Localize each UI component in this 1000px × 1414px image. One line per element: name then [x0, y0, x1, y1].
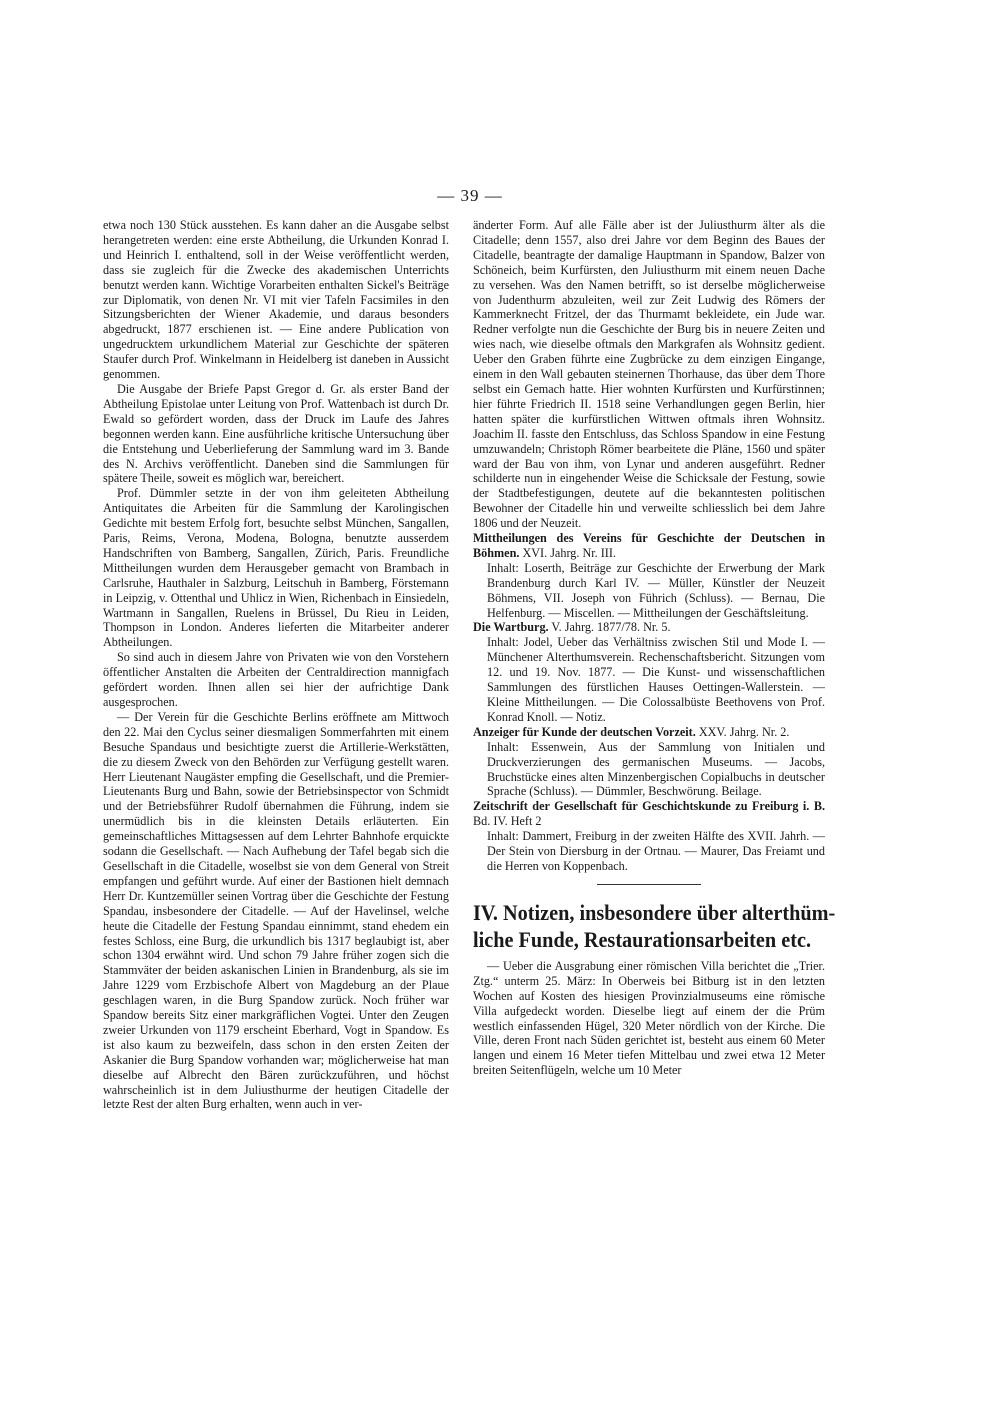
journal-entry: [473, 620, 825, 724]
journal-meta: XVI. Jahrg. Nr. III.: [519, 545, 616, 560]
journal-contents: Inhalt: Loserth, Beiträge zur Geschichte der Erwerbung der Mark Brandenburg durch Karl IV. — Müller, Künstler der Neuzeit Böhmens, VII. Joseph von Führich (Schluss). — Bernau, Die Helfenburg. — Miscellen. — Mittheilungen der Geschäftsleitung.: [487, 560, 825, 620]
journal-meta: XXV. Jahrg. Nr. 2.: [695, 724, 790, 739]
left-column: [103, 218, 449, 1112]
journal-entry: [473, 531, 825, 620]
journal-title: Die Wartburg.: [473, 620, 549, 635]
journal-meta: Bd. IV. Heft 2: [473, 814, 542, 829]
journal-title: Mittheilungen des Vereins für Geschichte der Deutschen in Böhmen.: [473, 531, 825, 560]
paragraph: Die Ausgabe der Briefe Papst Gregor d. Gr. als erster Band der Abtheilung Epistolae unter Leitung von Prof. Wattenbach ist durch Dr. Ewald so gefördert worden, dass der Druck im Laufe des Jahres begonnen werden kann. Eine ausführliche kritische Untersuchung über die Entstehung und Ueberlieferung der Sammlung ward im 3. Bande des N. Archivs veröffentlicht. Daneben sind die Sammlungen für spätere Theile, soweit es möglich war, bereichert.: [103, 381, 449, 486]
journal-contents: Inhalt: Jodel, Ueber das Verhältniss zwischen Stil und Mode I. — Münchener Alterthumsverein. Rechenschaftsbericht. Sitzungen vom 12. und 19. Nov. 1877. — Die Kunst- und wissenschaftlichen Sammlungen des fürstlichen Hauses Oettingen-Wallerstein. — Kleine Mittheilungen. — Die Colossalbüste Beethovens von Prof. Konrad Knoll. — Notiz.: [487, 635, 825, 724]
right-column: [473, 218, 836, 1078]
paragraph-continuation: änderter Form. Auf alle Fälle aber ist der Juliusthurm älter als die Citadelle; denn 1557, also drei Jahre vor dem Beginn des Baues der Citadelle, beantragte der damalige Hauptmann in Spandow, Balzer von Schöneich, beim Kurfürsten, den Juliusthurm mit einem neuen Dache zu versehen. Was den Namen betrifft, so ist derselbe möglicherweise von Judenthurm abzuleiten, weil zur Zeit Ludwig des Römers der Kammerknecht Fritzel, der das Thurmamt bekleidete, ein Jude war. Redner verfolgte nun die Geschichte der Burg bis in neuere Zeiten und wies nach, wie dieselbe oftmals den Markgrafen als Wohnsitz gedient. Ueber den Graben führte eine Zugbrücke zu dem einzigen Eingange, einem in den Wall gebauten steinernen Thorhause, das über dem Thore selbst ein Gemach hatte. Hier wohnten Kurfürsten und Kurfürstinnen; hier führte Friedrich II. 1518 seine Verhandlungen gegen Berlin, hier hatten später die kurfürstlichen Wittwen oftmals ihren Wohnsitz. Joachim II. fasste den Entschluss, das Schloss Spandow in eine Festung umzuwandeln; Christoph Römer bearbeitete die Pläne, 1560 und später ward der Bau von ihm, von Lynar und anderen ausgeführt. Redner schilderte nun in eingehender Weise die Schicksale der Festung, sowie der Stadtbefestigungen, deutete auf die bekanntesten politischen Bewohner der Citadelle hin und verweilte schliesslich bei dem Jahre 1806 und der Neuzeit.: [473, 218, 825, 531]
section-heading: [473, 899, 836, 953]
section-heading-line: IV. Notizen, insbesondere über alterthüm-: [473, 899, 836, 925]
paragraph: etwa noch 130 Stück ausstehen. Es kann daher an die Ausgabe selbst herangetreten werden: eine erste Abtheilung, die Urkunden Konrad I. und Heinrich I. enthaltend, soll in der Weise veröffentlicht werden, dass sie zugleich für die Zwecke des akademischen Unterrichts benutzt werden kann. Wichtige Vorarbeiten enthalten Sickel's Beiträge zur Diplomatik, von denen Nr. VI mit vier Tafeln Facsimiles in den Sitzungsberichten der Wiener Akademie, und daraus besonders abgedruckt, 1877 erschienen ist. — Eine andere Publication von ungedrucktem urkundlichem Material zur Geschichte der späteren Staufer durch Prof. Winkelmann in Heidelberg ist daneben in Aussicht genommen.: [103, 218, 449, 382]
page-number: — 39 —: [437, 186, 503, 205]
journal-entry: [473, 725, 825, 800]
paragraph: — Der Verein für die Geschichte Berlins eröffnete am Mittwoch den 22. Mai den Cyclus seiner diesmaligen Sommerfahrten mit einem Besuche Spandaus und besichtigte zuerst die Artillerie-Werkstätten, die zu diesem Zweck von den Behörden zur Verfügung gestellt waren. Herr Lieutenant Naugäster empfing die Gesellschaft, und die Premier-Lieutenants Burg und Bahn, sowie der Betriebsinspector von Schmidt und der Betriebsführer Rudolf übernahmen die Führung, indem sie unermüdlich bis in die kleinsten Details erläuterten. Ein gemeinschaftliches Mittagsessen auf dem Lehrter Bahnhofe erquickte sodann die Gesellschaft. — Nach Aufhebung der Tafel begab sich die Gesellschaft in die Citadelle, woselbst sie von dem General von Streit empfangen und geführt wurde. Auf einer der Bastionen hielt demnach Herr Dr. Kuntzemüller seinen Vortrag über die Geschichte der Festung Spandau, insbesondere der Citadelle. — Auf der Havelinsel, welche heute die Citadelle der Festung Spandau einnimmt, stand ehedem ein festes Schloss, eine Burg, die urkundlich bis 1317 beglaubigt ist, aber schon 1304 erwähnt wird. Und schon 79 Jahre früher zogen sich die Stammväter der beiden askanischen Linien in Brandenburg, als sie im Jahre 1229 vom Erzbischofe Albert von Magdeburg an der Plaue geschlagen waren, in die Burg Spandow zurück. Noch früher war Spandow bereits Sitz einer markgräflichen Vogtei. Unter den Zeugen zweier Urkunden von 1179 erscheint Eberhard, Vogt in Spandow. Es ist also kaum zu bezweifeln, dass schon in den ersten Zeiten der Askanier die Burg Spandow vorhanden war; möglicherweise hat man dieselbe auf Albrecht den Bären zurückzuführen, und höchst wahrscheinlich ist in dem Juliusthurme der heutigen Citadelle der letzte Rest der alten Burg erhalten, wenn auch in ver-: [103, 709, 449, 1112]
journal-contents: Inhalt: Dammert, Freiburg in der zweiten Hälfte des XVII. Jahrh. — Der Stein von Diersburg in der Ortnau. — Maurer, Das Freiamt und die Herren von Koppenbach.: [487, 829, 825, 873]
journal-title: Anzeiger für Kunde der deutschen Vorzeit.: [473, 724, 696, 739]
paragraph: Prof. Dümmler setzte in der von ihm geleiteten Abtheilung Antiquitates die Arbeiten für die Sammlung der Karolingischen Gedichte mit bestem Erfolg fort, besuchte selbst München, Sangallen, Paris, Reims, Verona, Modena, Bologna, benutzte ausserdem Handschriften von Bamberg, Sangallen, Zürich, Paris. Freundliche Mittheilungen wurden dem Herausgeber gemacht von Brambach in Carlsruhe, Hauthaler in Salzburg, Leitschuh in Bamberg, Förstemann in Leipzig, v. Ottenthal und Uhlicz in Wien, Richenbach in Einsiedeln, Wartmann in Sangallen, Ruelens in Brüssel, Du Rieu in Leiden, Thompson in London. Anderes lieferten die Mitarbeiter anderer Abtheilungen.: [103, 486, 449, 650]
section-heading-line: liche Funde, Restaurationsarbeiten etc.: [473, 926, 812, 952]
journal-title: Zeitschrift der Gesellschaft für Geschichtskunde zu Freiburg i. B.: [473, 799, 825, 814]
paragraph: So sind auch in diesem Jahre von Privaten wie von den Vorstehern öffentlicher Anstalten die Arbeiten der Centraldirection mannigfach gefördert worden. Ihnen allen sei hier der aufrichtige Dank ausgesprochen.: [103, 650, 449, 709]
section-divider: [597, 884, 701, 885]
journal-contents: Inhalt: Essenwein, Aus der Sammlung von Initialen und Druckverzierungen des germanischen Museums. — Jacobs, Bruchstücke eines alten Minzenbergischen Copialbuchs in deutscher Sprache (Schluss). — Dümmler, Beschwörung. Beilage.: [487, 739, 825, 799]
paragraph: — Ueber die Ausgrabung einer römischen Villa berichtet die „Trier. Ztg.“ unterm 25. März: In Oberweis bei Bitburg ist in den letzten Wochen auf Kosten des hiesigen Provinzialmuseums eine römische Villa aufgedeckt worden. Dieselbe liegt auf einem der die Prüm westlich einfassenden Hügel, 320 Meter nördlich von der Kirche. Die Ville, deren Front nach Süden gerichtet ist, besteht aus einem 60 Meter langen und einem 16 Meter tiefen Mittelbau und zwei etwa 12 Meter breiten Seitenflügeln, welche um 10 Meter: [473, 958, 825, 1078]
journal-entry: [473, 799, 825, 874]
journal-meta: V. Jahrg. 1877/78. Nr. 5.: [548, 620, 671, 635]
